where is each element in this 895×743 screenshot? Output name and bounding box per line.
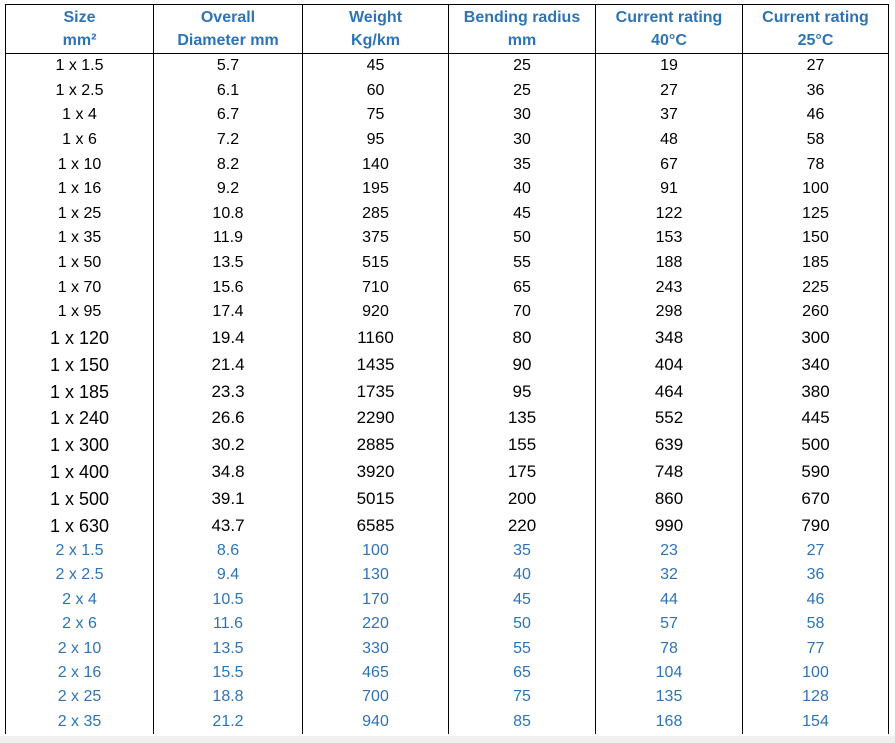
table-row	[6, 325, 889, 352]
table-cell: 1 x 630	[6, 512, 154, 539]
table-cell: 75	[449, 685, 596, 709]
table-row	[6, 512, 889, 539]
table-cell: 2 x 2.5	[6, 563, 154, 587]
table-cell: 30	[449, 103, 596, 128]
table-cell: 60	[303, 79, 449, 104]
table-cell: 70	[449, 300, 596, 325]
table-cell: 1 x 35	[6, 226, 154, 251]
table-cell: 380	[743, 378, 889, 405]
table-row	[6, 612, 889, 636]
table-row	[6, 710, 889, 734]
table-cell: 2290	[303, 405, 449, 432]
table-row	[6, 685, 889, 709]
table-cell: 104	[596, 661, 743, 685]
table-cell: 45	[449, 202, 596, 227]
header-current-rating-25c: Current rating 25°C	[743, 5, 889, 54]
table-cell: 243	[596, 275, 743, 300]
table-cell: 23.3	[154, 378, 303, 405]
table-cell: 6.1	[154, 79, 303, 104]
table-cell: 188	[596, 251, 743, 276]
table-row	[6, 226, 889, 251]
table-row	[6, 79, 889, 104]
table-cell: 6.7	[154, 103, 303, 128]
table-cell: 748	[596, 459, 743, 486]
table-cell: 515	[303, 251, 449, 276]
table-cell: 155	[449, 432, 596, 459]
table-row	[6, 152, 889, 177]
table-cell: 21.4	[154, 351, 303, 378]
table-cell: 2 x 4	[6, 588, 154, 612]
table-cell: 27	[743, 539, 889, 563]
table-cell: 1 x 25	[6, 202, 154, 227]
table-cell: 464	[596, 378, 743, 405]
table-cell: 10.8	[154, 202, 303, 227]
table-cell: 298	[596, 300, 743, 325]
table-row	[6, 636, 889, 660]
table-cell: 1435	[303, 351, 449, 378]
table-cell: 1 x 6	[6, 128, 154, 153]
table-cell: 135	[596, 685, 743, 709]
table-row	[6, 54, 889, 79]
table-cell: 175	[449, 459, 596, 486]
table-cell: 990	[596, 512, 743, 539]
table-cell: 27	[743, 54, 889, 79]
table-cell: 1 x 300	[6, 432, 154, 459]
table-cell: 1 x 120	[6, 325, 154, 352]
bottom-edge-strip	[0, 736, 895, 743]
table-cell: 1 x 16	[6, 177, 154, 202]
table-cell: 46	[743, 103, 889, 128]
table-cell: 2 x 25	[6, 685, 154, 709]
table-cell: 590	[743, 459, 889, 486]
table-cell: 1 x 10	[6, 152, 154, 177]
table-row	[6, 563, 889, 587]
table-row	[6, 202, 889, 227]
header-overall-diameter: Overall Diameter mm	[154, 5, 303, 54]
table-cell: 65	[449, 661, 596, 685]
table-cell: 18.8	[154, 685, 303, 709]
table-row	[6, 661, 889, 685]
table-cell: 40	[449, 177, 596, 202]
table-cell: 150	[743, 226, 889, 251]
table-cell: 1 x 150	[6, 351, 154, 378]
table-cell: 11.9	[154, 226, 303, 251]
table-cell: 5015	[303, 485, 449, 512]
table-cell: 1 x 70	[6, 275, 154, 300]
table-cell: 220	[303, 612, 449, 636]
table-cell: 10.5	[154, 588, 303, 612]
table-cell: 50	[449, 226, 596, 251]
table-cell: 23	[596, 539, 743, 563]
table-cell: 43.7	[154, 512, 303, 539]
table-cell: 37	[596, 103, 743, 128]
table-cell: 21.2	[154, 710, 303, 734]
table-cell: 32	[596, 563, 743, 587]
table-cell: 40	[449, 563, 596, 587]
table-row	[6, 459, 889, 486]
table-cell: 75	[303, 103, 449, 128]
table-cell: 135	[449, 405, 596, 432]
table-cell: 154	[743, 710, 889, 734]
table-cell: 1 x 50	[6, 251, 154, 276]
table-cell: 1 x 1.5	[6, 54, 154, 79]
table-cell: 35	[449, 539, 596, 563]
table-cell: 465	[303, 661, 449, 685]
table-header	[6, 5, 889, 54]
table-cell: 15.5	[154, 661, 303, 685]
table-cell: 552	[596, 405, 743, 432]
table-cell: 95	[449, 378, 596, 405]
table-cell: 30	[449, 128, 596, 153]
table-cell: 15.6	[154, 275, 303, 300]
table-row	[6, 485, 889, 512]
table-cell: 30.2	[154, 432, 303, 459]
table-cell: 8.6	[154, 539, 303, 563]
table-row	[6, 405, 889, 432]
table-cell: 170	[303, 588, 449, 612]
table-cell: 285	[303, 202, 449, 227]
table-row	[6, 177, 889, 202]
table-cell: 44	[596, 588, 743, 612]
table-cell: 6585	[303, 512, 449, 539]
table-cell: 58	[743, 128, 889, 153]
table-cell: 330	[303, 636, 449, 660]
table-cell: 35	[449, 152, 596, 177]
table-cell: 27	[596, 79, 743, 104]
table-cell: 710	[303, 275, 449, 300]
table-body	[6, 54, 889, 735]
table-cell: 1735	[303, 378, 449, 405]
table-cell: 58	[743, 612, 889, 636]
table-cell: 11.6	[154, 612, 303, 636]
table-cell: 2 x 35	[6, 710, 154, 734]
table-cell: 90	[449, 351, 596, 378]
table-cell: 7.2	[154, 128, 303, 153]
table-cell: 100	[303, 539, 449, 563]
table-cell: 25	[449, 54, 596, 79]
table-cell: 125	[743, 202, 889, 227]
table-cell: 17.4	[154, 300, 303, 325]
table-row	[6, 251, 889, 276]
header-current-rating-40c: Current rating 40°C	[596, 5, 743, 54]
table-row	[6, 103, 889, 128]
table-cell: 1 x 500	[6, 485, 154, 512]
table-cell: 3920	[303, 459, 449, 486]
table-cell: 153	[596, 226, 743, 251]
table-cell: 13.5	[154, 636, 303, 660]
table-cell: 78	[743, 152, 889, 177]
table-cell: 8.2	[154, 152, 303, 177]
table-cell: 920	[303, 300, 449, 325]
table-cell: 39.1	[154, 485, 303, 512]
table-cell: 1 x 95	[6, 300, 154, 325]
table-cell: 670	[743, 485, 889, 512]
table-cell: 19.4	[154, 325, 303, 352]
table-cell: 128	[743, 685, 889, 709]
table-cell: 639	[596, 432, 743, 459]
table-row	[6, 128, 889, 153]
table-cell: 1 x 4	[6, 103, 154, 128]
header-bending-radius: Bending radius mm	[449, 5, 596, 54]
table-cell: 404	[596, 351, 743, 378]
table-cell: 2 x 16	[6, 661, 154, 685]
table-row	[6, 378, 889, 405]
table-cell: 500	[743, 432, 889, 459]
table-cell: 46	[743, 588, 889, 612]
table-cell: 48	[596, 128, 743, 153]
table-cell: 790	[743, 512, 889, 539]
table-cell: 9.2	[154, 177, 303, 202]
table-cell: 2 x 6	[6, 612, 154, 636]
table-cell: 260	[743, 300, 889, 325]
table-cell: 67	[596, 152, 743, 177]
table-cell: 168	[596, 710, 743, 734]
table-cell: 122	[596, 202, 743, 227]
table-cell: 100	[743, 661, 889, 685]
header-size: Size mm²	[6, 5, 154, 54]
table-cell: 1 x 185	[6, 378, 154, 405]
table-cell: 9.4	[154, 563, 303, 587]
table-cell: 55	[449, 251, 596, 276]
table-cell: 348	[596, 325, 743, 352]
table-cell: 2 x 10	[6, 636, 154, 660]
table-cell: 195	[303, 177, 449, 202]
table-cell: 1 x 2.5	[6, 79, 154, 104]
table-cell: 1 x 400	[6, 459, 154, 486]
table-cell: 100	[743, 177, 889, 202]
table-cell: 77	[743, 636, 889, 660]
table-cell: 300	[743, 325, 889, 352]
table-row	[6, 539, 889, 563]
table-cell: 45	[449, 588, 596, 612]
table-cell: 2885	[303, 432, 449, 459]
table-cell: 50	[449, 612, 596, 636]
table-cell: 130	[303, 563, 449, 587]
table-cell: 445	[743, 405, 889, 432]
table-cell: 36	[743, 563, 889, 587]
table-cell: 1 x 240	[6, 405, 154, 432]
table-cell: 80	[449, 325, 596, 352]
table-row	[6, 351, 889, 378]
table-cell: 375	[303, 226, 449, 251]
table-cell: 13.5	[154, 251, 303, 276]
table-cell: 25	[449, 79, 596, 104]
table-row	[6, 432, 889, 459]
table-cell: 860	[596, 485, 743, 512]
table-row	[6, 588, 889, 612]
header-row	[6, 5, 889, 54]
table-cell: 65	[449, 275, 596, 300]
table-cell: 5.7	[154, 54, 303, 79]
table-cell: 45	[303, 54, 449, 79]
table-cell: 36	[743, 79, 889, 104]
table-row	[6, 275, 889, 300]
header-weight: Weight Kg/km	[303, 5, 449, 54]
table-cell: 34.8	[154, 459, 303, 486]
table-cell: 78	[596, 636, 743, 660]
table-cell: 700	[303, 685, 449, 709]
table-row	[6, 300, 889, 325]
table-cell: 140	[303, 152, 449, 177]
table-cell: 2 x 1.5	[6, 539, 154, 563]
table-cell: 95	[303, 128, 449, 153]
table-cell: 26.6	[154, 405, 303, 432]
table-cell: 19	[596, 54, 743, 79]
table-cell: 91	[596, 177, 743, 202]
table-cell: 185	[743, 251, 889, 276]
table-cell: 340	[743, 351, 889, 378]
table-cell: 85	[449, 710, 596, 734]
cable-spec-table	[5, 4, 889, 734]
table-cell: 225	[743, 275, 889, 300]
table-cell: 220	[449, 512, 596, 539]
table-cell: 940	[303, 710, 449, 734]
table-cell: 200	[449, 485, 596, 512]
table-cell: 57	[596, 612, 743, 636]
table-cell: 1160	[303, 325, 449, 352]
table-cell: 55	[449, 636, 596, 660]
